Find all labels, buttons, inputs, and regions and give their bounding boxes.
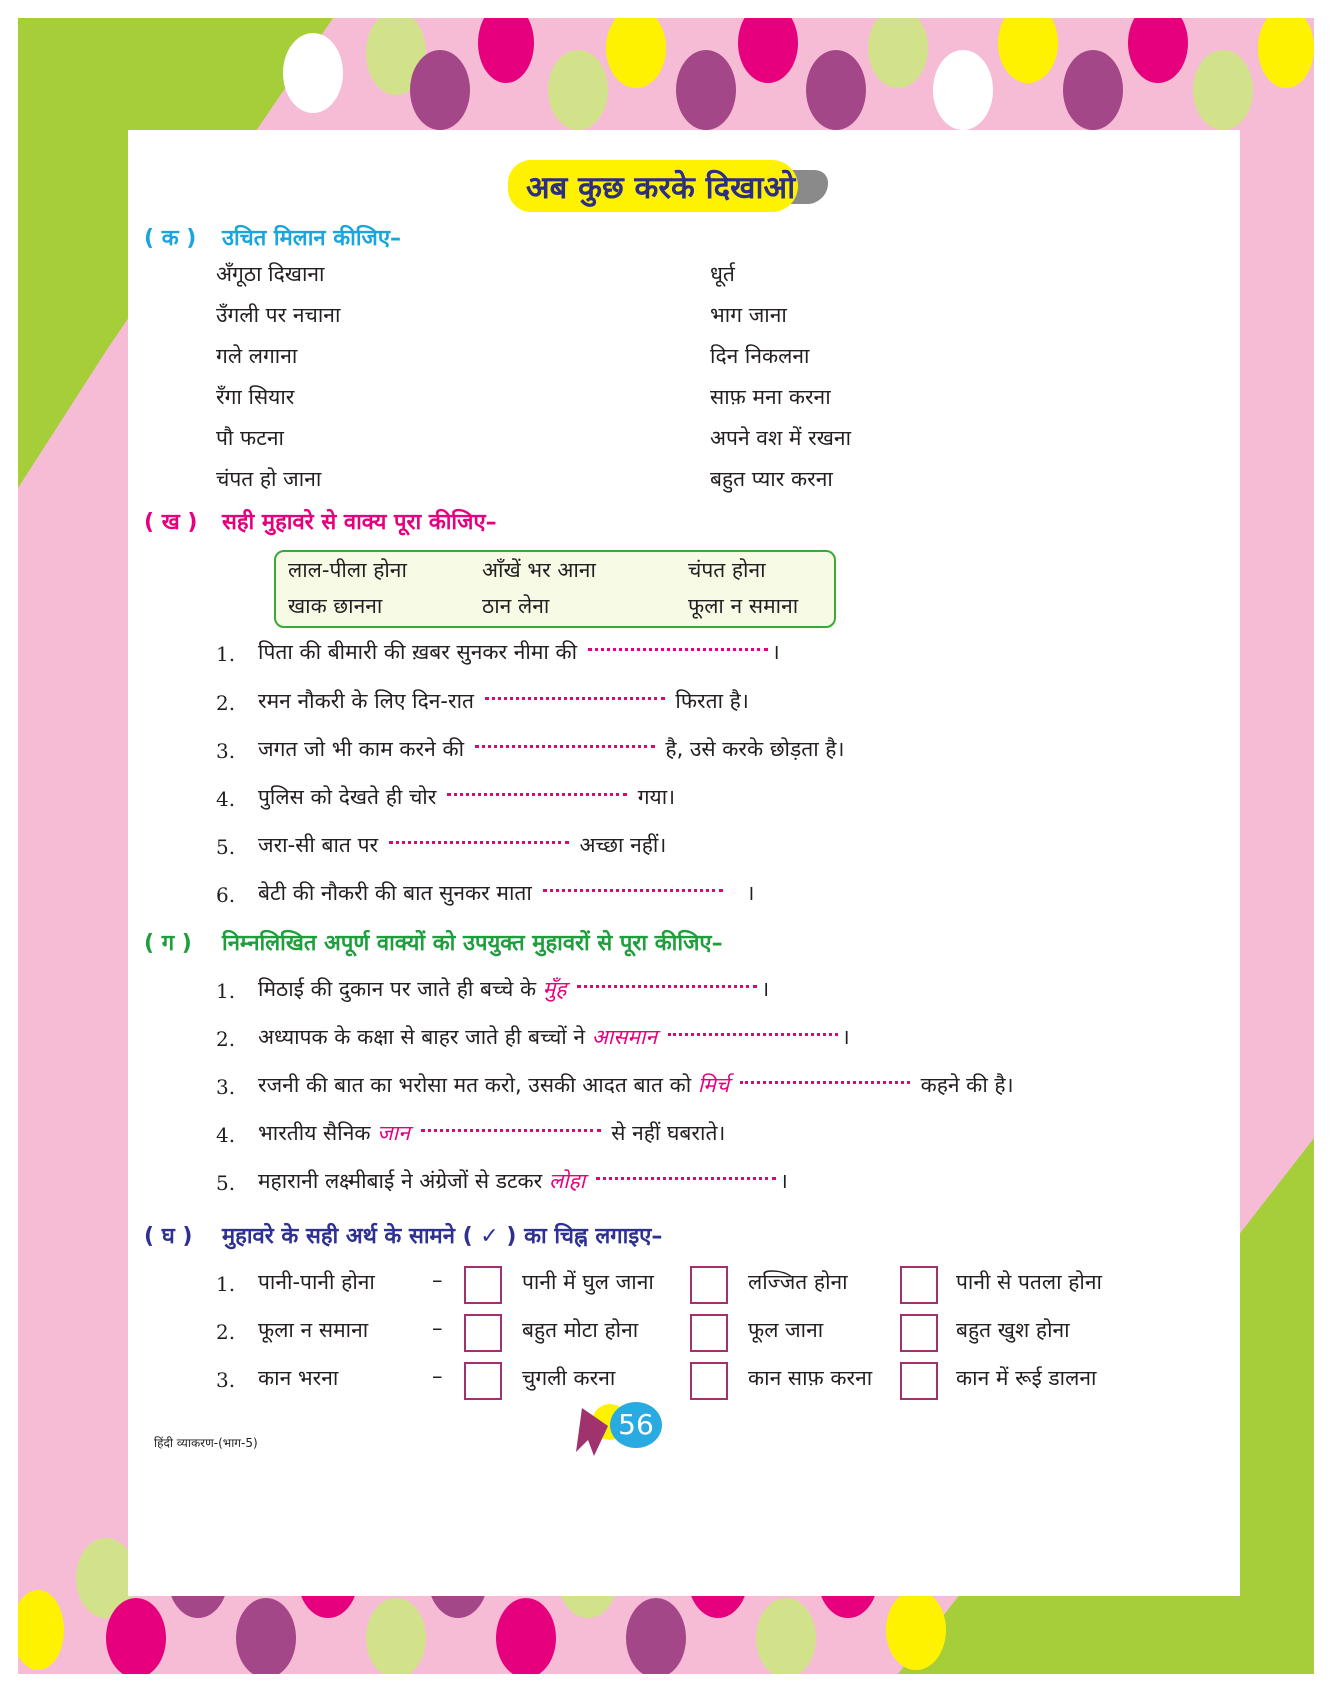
ga-item-3-number: 3. bbox=[216, 1075, 236, 1099]
kha-item-1-blank[interactable] bbox=[588, 648, 768, 651]
kha-item-4-end: गया। bbox=[637, 785, 676, 809]
match-right-2: भाग जाना bbox=[710, 303, 787, 327]
kha-item-2-end: फिरता है। bbox=[675, 689, 749, 713]
ga-item-4-text: भारतीय सैनिक bbox=[258, 1121, 371, 1145]
footer-book-title: हिंदी व्याकरण-(भाग-5) bbox=[154, 1436, 258, 1450]
word-bank-item-5: ठान लेना bbox=[482, 594, 550, 618]
gha-item-1-option-3: पानी से पतला होना bbox=[956, 1270, 1102, 1294]
ga-item-5-number: 5. bbox=[216, 1171, 236, 1195]
match-left-6: चंपत हो जाना bbox=[216, 467, 322, 491]
gha-item-1-option-2: लज्जित होना bbox=[748, 1270, 848, 1294]
gha-item-3-option-3: कान में रूई डालना bbox=[956, 1366, 1097, 1390]
kha-item-5-number: 5. bbox=[216, 835, 236, 859]
gha-item-3-option-1: चुगली करना bbox=[522, 1366, 616, 1390]
kha-item-1 bbox=[258, 638, 780, 666]
ga-item-2-hint: आसमान bbox=[591, 1025, 658, 1049]
section-kha-title: सही मुहावरे से वाक्य पूरा कीजिए– bbox=[222, 510, 497, 535]
gha-item-2-option-1-checkbox[interactable] bbox=[464, 1314, 502, 1352]
ga-item-5-end: । bbox=[779, 1169, 788, 1193]
ga-item-1-blank[interactable] bbox=[577, 985, 757, 988]
ga-item-3-end: कहने की है। bbox=[920, 1073, 1014, 1097]
section-kha-heading bbox=[144, 506, 497, 536]
section-gha-title: मुहावरे के सही अर्थ के सामने ( ✓ ) का चिह्न लगाइए– bbox=[222, 1224, 663, 1249]
gha-item-1-dash: – bbox=[432, 1268, 443, 1292]
kha-item-4 bbox=[258, 783, 675, 811]
gha-item-3-option-3-checkbox[interactable] bbox=[900, 1362, 938, 1400]
gha-item-1-option-1-checkbox[interactable] bbox=[464, 1266, 502, 1304]
ga-item-4-end: से नहीं घबराते। bbox=[611, 1121, 726, 1145]
section-kha-label: ( ख ) bbox=[144, 510, 198, 535]
ga-item-3-blank[interactable] bbox=[740, 1081, 910, 1084]
ga-item-3 bbox=[258, 1071, 1014, 1099]
gha-item-1-option-3-checkbox[interactable] bbox=[900, 1266, 938, 1304]
gha-item-3-dash: – bbox=[432, 1364, 443, 1388]
word-bank-item-6: फूला न समाना bbox=[688, 594, 799, 618]
gha-item-2-option-2: फूल जाना bbox=[748, 1318, 824, 1342]
match-left-2: उँगली पर नचाना bbox=[216, 303, 341, 327]
ga-item-1-number: 1. bbox=[216, 979, 236, 1003]
kha-item-1-number: 1. bbox=[216, 642, 236, 666]
word-bank-item-1: लाल-पीला होना bbox=[288, 558, 407, 582]
ga-item-2-number: 2. bbox=[216, 1027, 236, 1051]
gha-item-2-dash: – bbox=[432, 1316, 443, 1340]
ga-item-4-blank[interactable] bbox=[421, 1129, 601, 1132]
section-gha-label: ( घ ) bbox=[144, 1224, 193, 1249]
kha-item-6-blank[interactable] bbox=[543, 889, 723, 892]
kha-item-4-blank[interactable] bbox=[447, 793, 627, 796]
match-left-3: गले लगाना bbox=[216, 344, 298, 368]
top-dots bbox=[283, 18, 1314, 130]
ga-item-4-number: 4. bbox=[216, 1123, 236, 1147]
gha-item-2-idiom: फूला न समाना bbox=[258, 1318, 369, 1342]
kha-item-5-blank[interactable] bbox=[389, 841, 569, 844]
kha-item-3 bbox=[258, 735, 844, 763]
ga-item-1 bbox=[258, 975, 769, 1003]
match-left-5: पौ फटना bbox=[216, 426, 284, 450]
match-right-4: साफ़ मना करना bbox=[710, 385, 831, 409]
ga-item-1-end: । bbox=[761, 977, 770, 1001]
kha-item-6-number: 6. bbox=[216, 883, 236, 907]
worksheet-page bbox=[128, 130, 1240, 1596]
kha-item-1-end: । bbox=[771, 640, 780, 664]
ga-item-3-text: रजनी की बात का भरोसा मत करो, उसकी आदत बात को bbox=[258, 1073, 692, 1097]
kha-item-2-text: रमन नौकरी के लिए दिन-रात bbox=[258, 689, 474, 713]
section-ga-label: ( ग ) bbox=[144, 931, 192, 956]
page-title: अब कुछ करके दिखाओ bbox=[526, 170, 796, 206]
section-ka-label: ( क ) bbox=[144, 226, 197, 251]
kha-item-4-number: 4. bbox=[216, 787, 236, 811]
match-left-4: रँगा सियार bbox=[216, 385, 295, 409]
ga-item-5 bbox=[258, 1167, 788, 1195]
ga-item-2 bbox=[258, 1023, 850, 1051]
ga-item-4-hint: जान bbox=[377, 1121, 410, 1145]
ga-item-5-text: महारानी लक्ष्मीबाई ने अंग्रेजों से डटकर bbox=[258, 1169, 543, 1193]
section-gha-heading bbox=[144, 1220, 662, 1250]
gha-item-1-option-2-checkbox[interactable] bbox=[690, 1266, 728, 1304]
kha-item-5 bbox=[258, 831, 666, 859]
word-bank-item-2: आँखें भर आना bbox=[482, 558, 596, 582]
page-frame bbox=[18, 18, 1314, 1674]
ga-item-5-blank[interactable] bbox=[596, 1177, 776, 1180]
kha-item-3-number: 3. bbox=[216, 739, 236, 763]
kha-item-3-blank[interactable] bbox=[475, 745, 655, 748]
ga-item-1-hint: मुँह bbox=[542, 977, 567, 1001]
gha-item-1-number: 1. bbox=[216, 1272, 236, 1296]
ga-item-4 bbox=[258, 1119, 725, 1147]
section-ga-title: निम्नलिखित अपूर्ण वाक्यों को उपयुक्त मुहावरों से पूरा कीजिए– bbox=[222, 931, 723, 956]
gha-item-2-option-3: बहुत खुश होना bbox=[956, 1318, 1070, 1342]
kha-item-5-end: अच्छा नहीं। bbox=[579, 833, 667, 857]
gha-item-1-option-1: पानी में घुल जाना bbox=[522, 1270, 654, 1294]
ga-item-2-blank[interactable] bbox=[668, 1033, 838, 1036]
kha-item-3-end: है, उसे करके छोड़ता है। bbox=[665, 737, 845, 761]
gha-item-3-option-2: कान साफ़ करना bbox=[748, 1366, 873, 1390]
gha-item-3-option-2-checkbox[interactable] bbox=[690, 1362, 728, 1400]
gha-item-2-number: 2. bbox=[216, 1320, 236, 1344]
match-right-5: अपने वश में रखना bbox=[710, 426, 852, 450]
gha-item-2-option-2-checkbox[interactable] bbox=[690, 1314, 728, 1352]
match-left-1: अँगूठा दिखाना bbox=[216, 262, 325, 286]
match-right-1: धूर्त bbox=[710, 262, 735, 286]
section-ga-heading bbox=[144, 927, 723, 957]
match-right-3: दिन निकलना bbox=[710, 344, 810, 368]
kha-item-5-text: जरा-सी बात पर bbox=[258, 833, 379, 857]
gha-item-2-option-1: बहुत मोटा होना bbox=[522, 1318, 639, 1342]
section-ka-heading bbox=[144, 222, 401, 252]
gha-item-3-option-1-checkbox[interactable] bbox=[464, 1362, 502, 1400]
word-bank-item-4: खाक छानना bbox=[288, 594, 383, 618]
title-banner bbox=[508, 160, 848, 216]
kha-item-3-text: जगत जो भी काम करने की bbox=[258, 737, 465, 761]
page-number: 56 bbox=[610, 1402, 662, 1448]
gha-item-3-number: 3. bbox=[216, 1368, 236, 1392]
match-right-6: बहुत प्यार करना bbox=[710, 467, 833, 491]
ga-item-1-text: मिठाई की दुकान पर जाते ही बच्चे के bbox=[258, 977, 537, 1001]
ga-item-5-hint: लोहा bbox=[548, 1169, 586, 1193]
section-ka-title: उचित मिलान कीजिए– bbox=[222, 226, 402, 251]
kha-item-6-end: । bbox=[746, 881, 755, 905]
kha-item-2-blank[interactable] bbox=[485, 697, 665, 700]
kha-item-4-text: पुलिस को देखते ही चोर bbox=[258, 785, 437, 809]
ga-item-2-end: । bbox=[841, 1025, 850, 1049]
kha-item-1-text: पिता की बीमारी की ख़बर सुनकर नीमा की bbox=[258, 640, 578, 664]
kha-item-6 bbox=[258, 879, 755, 907]
kha-item-2 bbox=[258, 687, 749, 715]
ga-item-3-hint: मिर्च bbox=[697, 1073, 730, 1097]
word-bank-item-3: चंपत होना bbox=[688, 558, 766, 582]
kha-item-6-text: बेटी की नौकरी की बात सुनकर माता bbox=[258, 881, 532, 905]
ga-item-2-text: अध्यापक के कक्षा से बाहर जाते ही बच्चों ने bbox=[258, 1025, 586, 1049]
gha-item-3-idiom: कान भरना bbox=[258, 1366, 339, 1390]
gha-item-2-option-3-checkbox[interactable] bbox=[900, 1314, 938, 1352]
kha-item-2-number: 2. bbox=[216, 691, 236, 715]
gha-item-1-idiom: पानी-पानी होना bbox=[258, 1270, 375, 1294]
